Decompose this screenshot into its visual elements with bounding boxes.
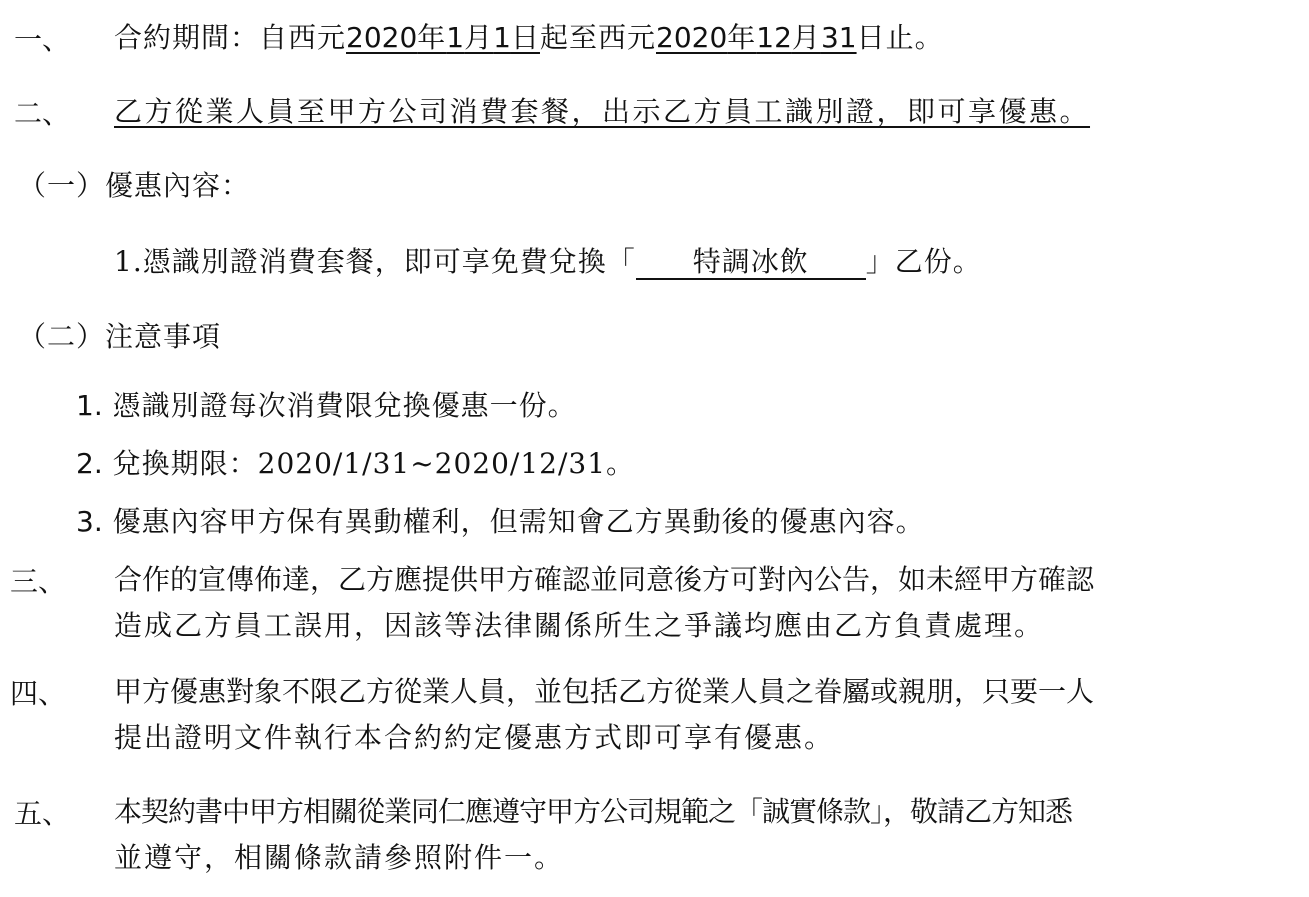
section-3-marker: 三、 — [10, 565, 67, 598]
subsection-2-title: 注意事項 — [105, 320, 222, 353]
period-prefix: 合約期間：自西元 — [114, 21, 347, 54]
section-3-line-2: 造成乙方員工誤用，因該等法律關係所生之爭議均應由乙方負責處理。 — [114, 609, 1045, 642]
section-2-marker: 二、 — [14, 97, 71, 130]
notice-item: 3. 優惠內容甲方保有異動權利，但需知會乙方異動後的優惠內容。 — [76, 505, 925, 538]
subsection-2-marker: （二） — [18, 320, 106, 353]
subsection-1-title: 優惠內容： — [105, 169, 251, 202]
notice-item: 1. 憑識別證每次消費限兌換優惠一份。 — [76, 389, 577, 422]
section-5-marker: 五、 — [14, 797, 71, 830]
period-middle: 起至西元 — [539, 21, 656, 54]
section-3-line-1: 合作的宣傳佈達，乙方應提供甲方確認並同意後方可對內公告，如未經甲方確認 — [114, 563, 1095, 596]
section-1-marker: 一、 — [14, 23, 71, 56]
benefit-item-1: 1.憑識別證消費套餐，即可享免費兌換「 特調冰飲 」乙份。 — [114, 245, 982, 278]
section-1-contract-period: 合約期間：自西元2020年1月1日起至西元2020年12月31日止。 — [114, 21, 944, 54]
section-4-line-2: 提出證明文件執行本合約約定優惠方式即可享有優惠。 — [114, 721, 835, 754]
period-suffix: 止。 — [885, 21, 944, 54]
section-2-text: 乙方從業人員至甲方公司消費套餐，出示乙方員工識別證，即可享優惠。 — [114, 95, 1091, 128]
subsection-1-marker: （一） — [18, 169, 106, 202]
benefit-item-blank: 特調冰飲 — [636, 248, 866, 280]
notice-item: 2. 兌換期限：2020/1/31~2020/12/31。 — [76, 447, 636, 480]
subsection-2-heading — [18, 320, 222, 353]
section-5-line-2: 並遵守，相關條款請參照附件一。 — [114, 841, 565, 874]
section-4-line-1: 甲方優惠對象不限乙方從業人員，並包括乙方從業人員之眷屬或親朋，只要一人 — [114, 675, 1095, 708]
subsection-1-heading — [18, 169, 251, 202]
period-end-date: 2020年12月31 — [656, 21, 857, 54]
section-5-line-1: 本契約書中甲方相關從業同仁應遵守甲方公司規範之「誠實條款」，敬請乙方知悉 — [114, 795, 1073, 828]
period-start-date: 2020年1月1日 — [346, 21, 540, 54]
section-4-marker: 四、 — [10, 677, 67, 710]
